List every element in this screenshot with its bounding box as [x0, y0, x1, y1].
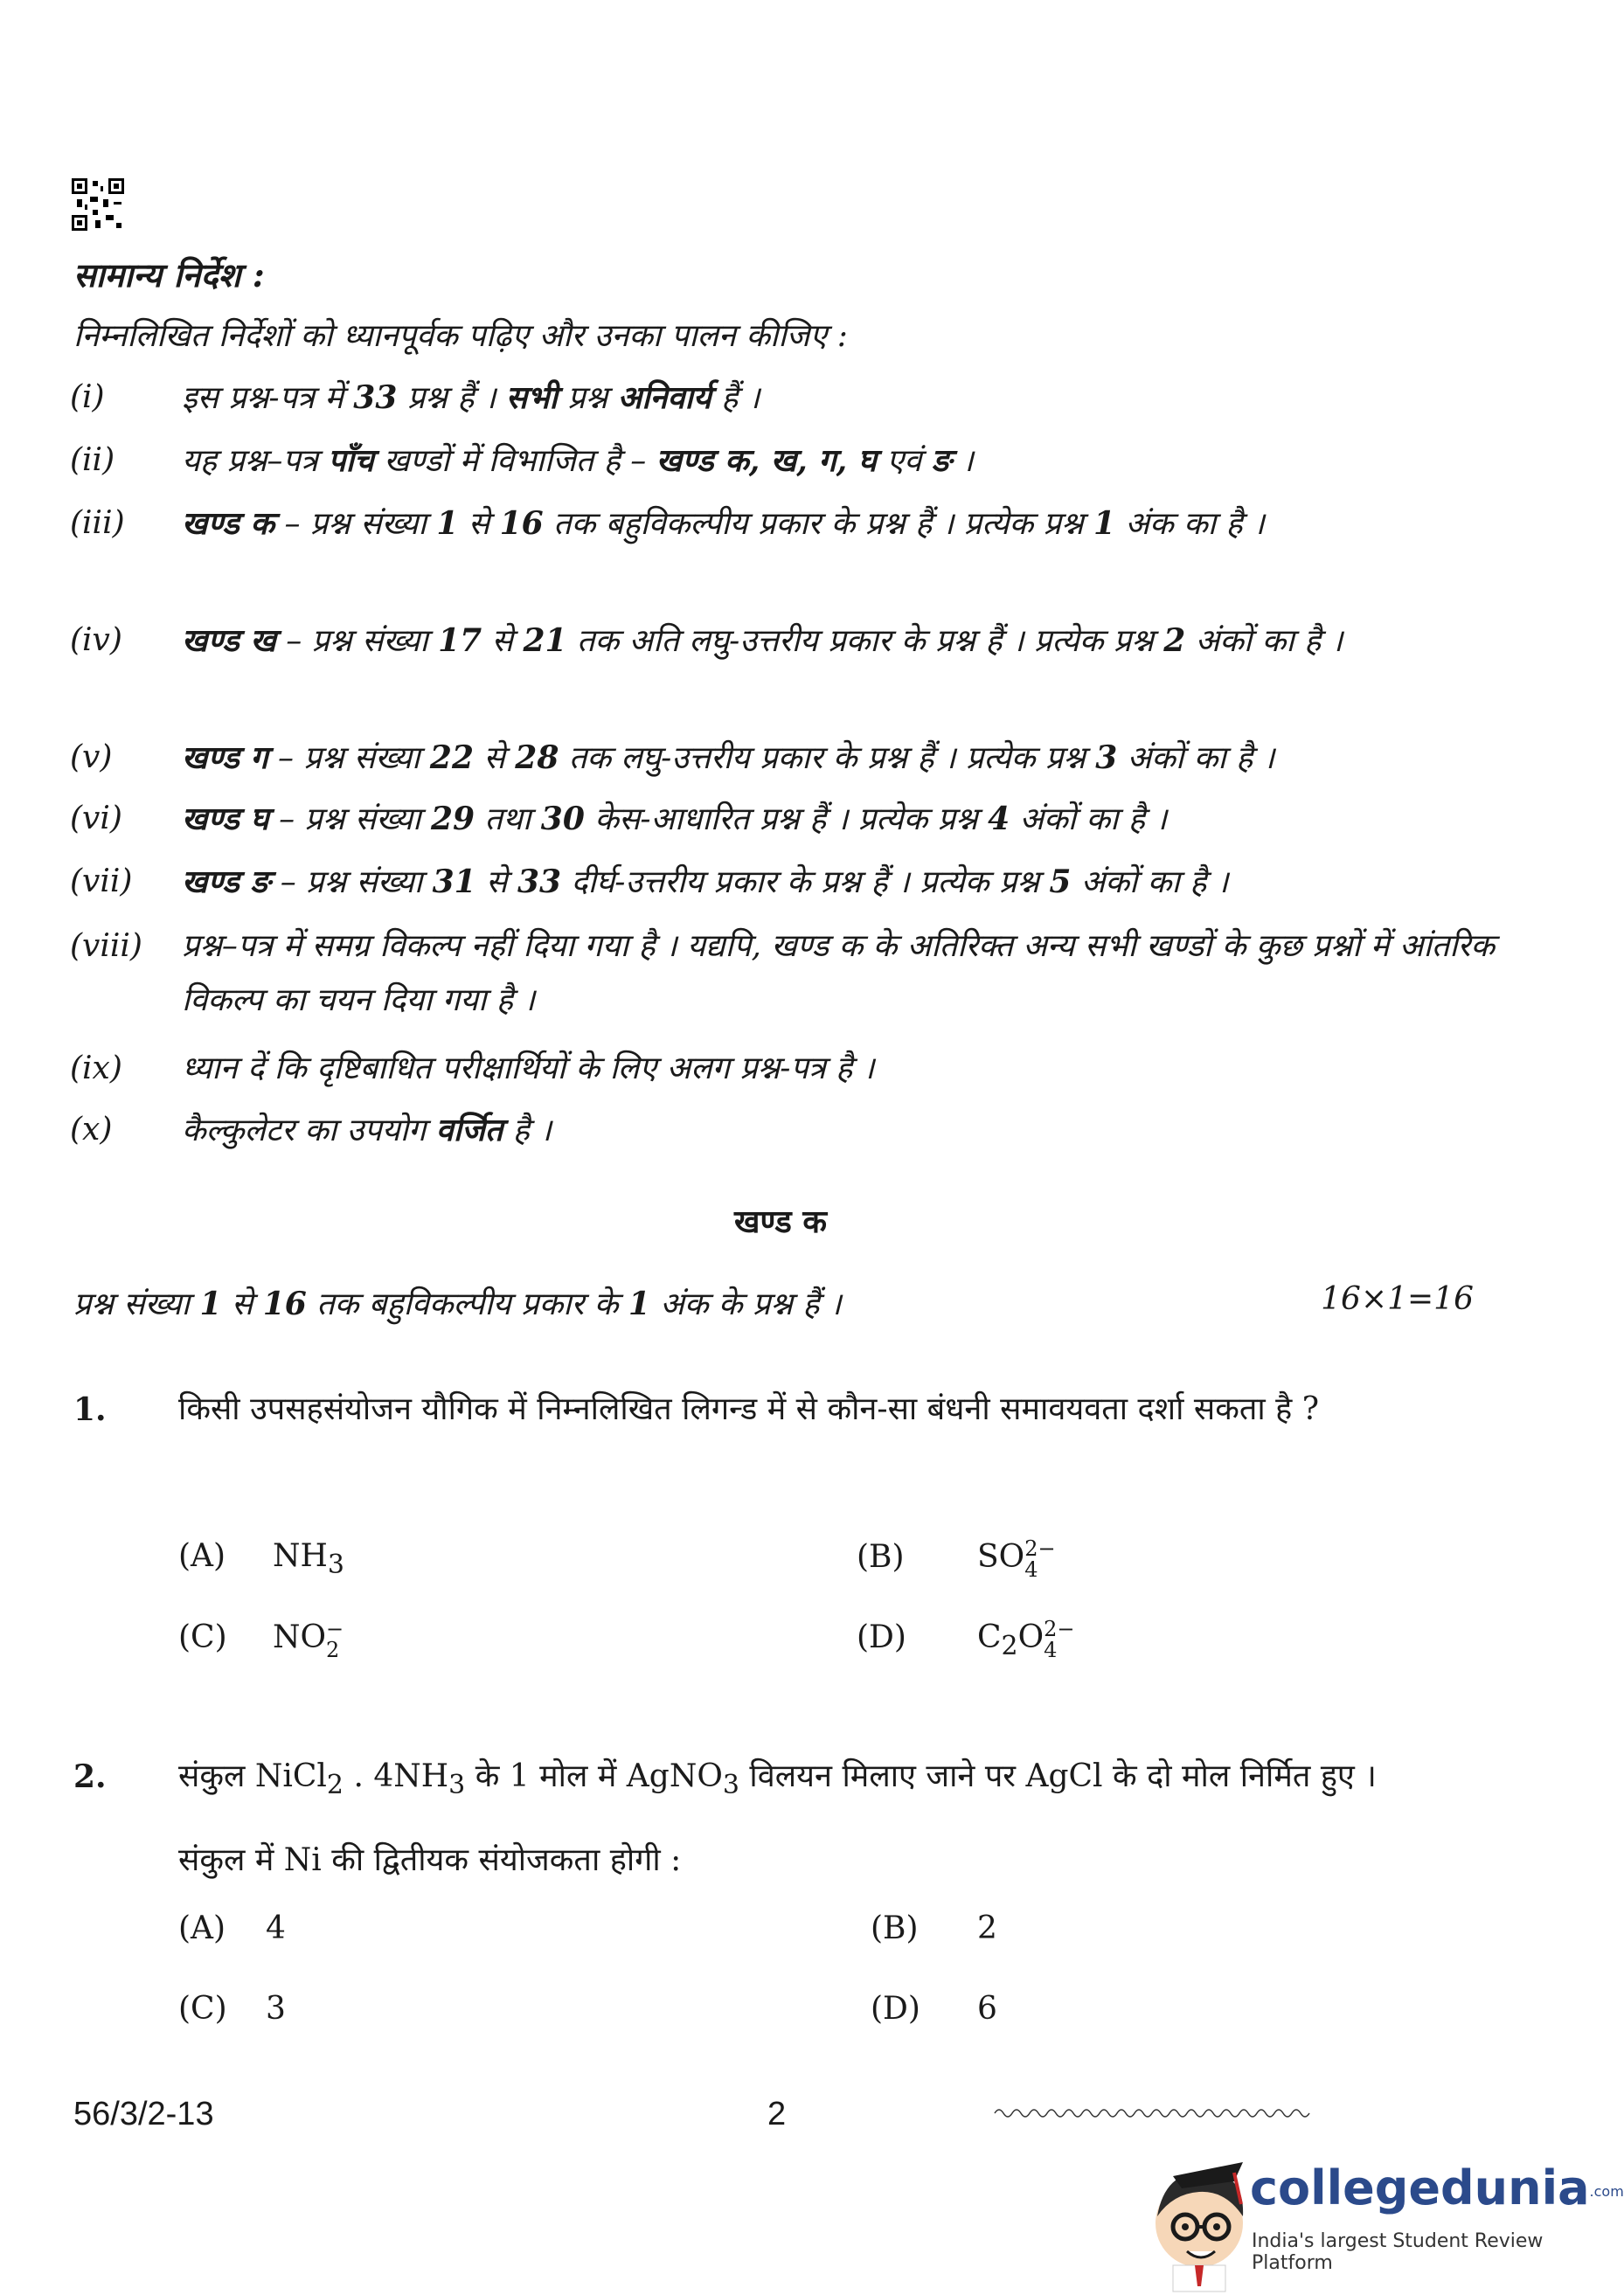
instruction-item: (iv) खण्ड ख – प्रश्न संख्या 17 से 21 तक अति लघु-उत्तरीय प्रकार के प्रश्न हैं । प्रत्येक प्रश्न 2 अंकों का है । — [70, 614, 1495, 669]
instruction-number: (viii) — [70, 928, 142, 964]
instruction-item: (x) कैल्कुलेटर का उपयोग वर्जित है । — [70, 1103, 1495, 1158]
instruction-item: (ix) ध्यान दें कि दृष्टिबाधित परीक्षार्थियों के लिए अलग प्रश्न-पत्र है । — [70, 1042, 1495, 1096]
option-b: (B) SO 2− 4 — [857, 1536, 1056, 1582]
instruction-item: (vii) खण्ड ङ – प्रश्न संख्या 31 से 33 दीर्घ-उत्तरीय प्रकार के प्रश्न हैं । प्रत्येक प्रश्न 5 अंकों का है । — [70, 855, 1495, 910]
option-d: (D) 6 — [871, 1991, 997, 2027]
mascot-icon — [1147, 2146, 1250, 2292]
general-instructions-intro: निम्नलिखित निर्देशों को ध्यानपूर्वक पढ़िए और उनका पालन कीजिए : — [73, 318, 848, 354]
instruction-number: (iii) — [70, 505, 125, 541]
section-note: प्रश्न संख्या 1 से 16 तक बहुविकल्पीय प्रकार के 1 अंक के प्रश्न हैं । — [73, 1286, 842, 1322]
instruction-number: (ii) — [70, 442, 115, 478]
section-marks: 16×1=16 — [1321, 1281, 1474, 1317]
question-text: संकुल NiCl$_2$ . $4NH_3$ के 1 मोल में AgNO$_3$ विलयन मिलाए जाने पर AgCl के दो मोल निर्मित हुए । संकुल में Ni की द्वितीयक संयोजकता होगी : — [178, 1758, 1377, 1879]
question-1 — [73, 1372, 1402, 1447]
instruction-item: (vi) खण्ड घ – प्रश्न संख्या 29 तथा 30 केस-आधारित प्रश्न हैं । प्रत्येक प्रश्न 4 अंकों का है । — [70, 792, 1495, 847]
option-a: (A) 4 — [178, 1910, 286, 1946]
instruction-number: (x) — [70, 1112, 113, 1148]
brand-logo-text: collegedunia.com — [1250, 2160, 1624, 2215]
brand-tagline: India's largest Student Review Platform — [1252, 2230, 1544, 2274]
option-a: (A) $NH_3$ — [178, 1538, 344, 1581]
option-d: (D) $C_2O$ 2− 4 — [857, 1617, 1075, 1662]
instruction-item: (viii) प्रश्न–पत्र में समग्र विकल्प नहीं दिया गया है । यद्यपि, खण्ड क के अतिरिक्त अन्य सभी खण्डों के कुछ प्रश्नों में आंतरिक विकल्प का चयन दिया गया है । — [70, 919, 1495, 1028]
option-b: (B) 2 — [871, 1910, 997, 1946]
general-instructions-heading: सामान्य निर्देश : — [73, 255, 265, 295]
question-2 — [73, 1739, 1402, 1898]
question-number: 1. — [73, 1391, 107, 1428]
qr-code-icon — [72, 178, 124, 231]
question-text: किसी उपसहसंयोजन यौगिक में निम्नलिखित लिगन्ड में से कौन-सा बंधनी समावयवता दर्शा सकता है ? — [178, 1391, 1320, 1427]
instruction-number: (vii) — [70, 863, 133, 899]
question-number: 2. — [73, 1758, 107, 1795]
section-title: खण्ड क — [734, 1203, 827, 1240]
instruction-number: (vi) — [70, 801, 122, 836]
instruction-item: (v) खण्ड ग – प्रश्न संख्या 22 से 28 तक लघु-उत्तरीय प्रकार के प्रश्न हैं । प्रत्येक प्रश्न 3 अंकों का है । — [70, 731, 1495, 786]
instruction-number: (iv) — [70, 622, 122, 658]
option-c: (C) NO − 2 — [178, 1617, 344, 1662]
instruction-number: (i) — [70, 379, 105, 415]
page-number: 2 — [767, 2096, 787, 2132]
squiggle-line — [995, 2104, 1309, 2122]
instruction-item: (iii) खण्ड क – प्रश्न संख्या 1 से 16 तक बहुविकल्पीय प्रकार के प्रश्न हैं । प्रत्येक प्रश्न 1 अंक का है । — [70, 496, 1495, 551]
option-c: (C) 3 — [178, 1991, 286, 2027]
instruction-item: (ii) यह प्रश्न–पत्र पाँच खण्डों में विभाजित है – खण्ड क, ख, ग, घ एवं ङ । — [70, 433, 1495, 489]
instruction-number: (ix) — [70, 1050, 122, 1086]
instruction-item: (i) इस प्रश्न-पत्र में 33 प्रश्न हैं । सभी प्रश्न अनिवार्य हैं । — [70, 371, 1495, 426]
paper-code: 56/3/2-13 — [73, 2096, 214, 2132]
instruction-number: (v) — [70, 739, 113, 775]
